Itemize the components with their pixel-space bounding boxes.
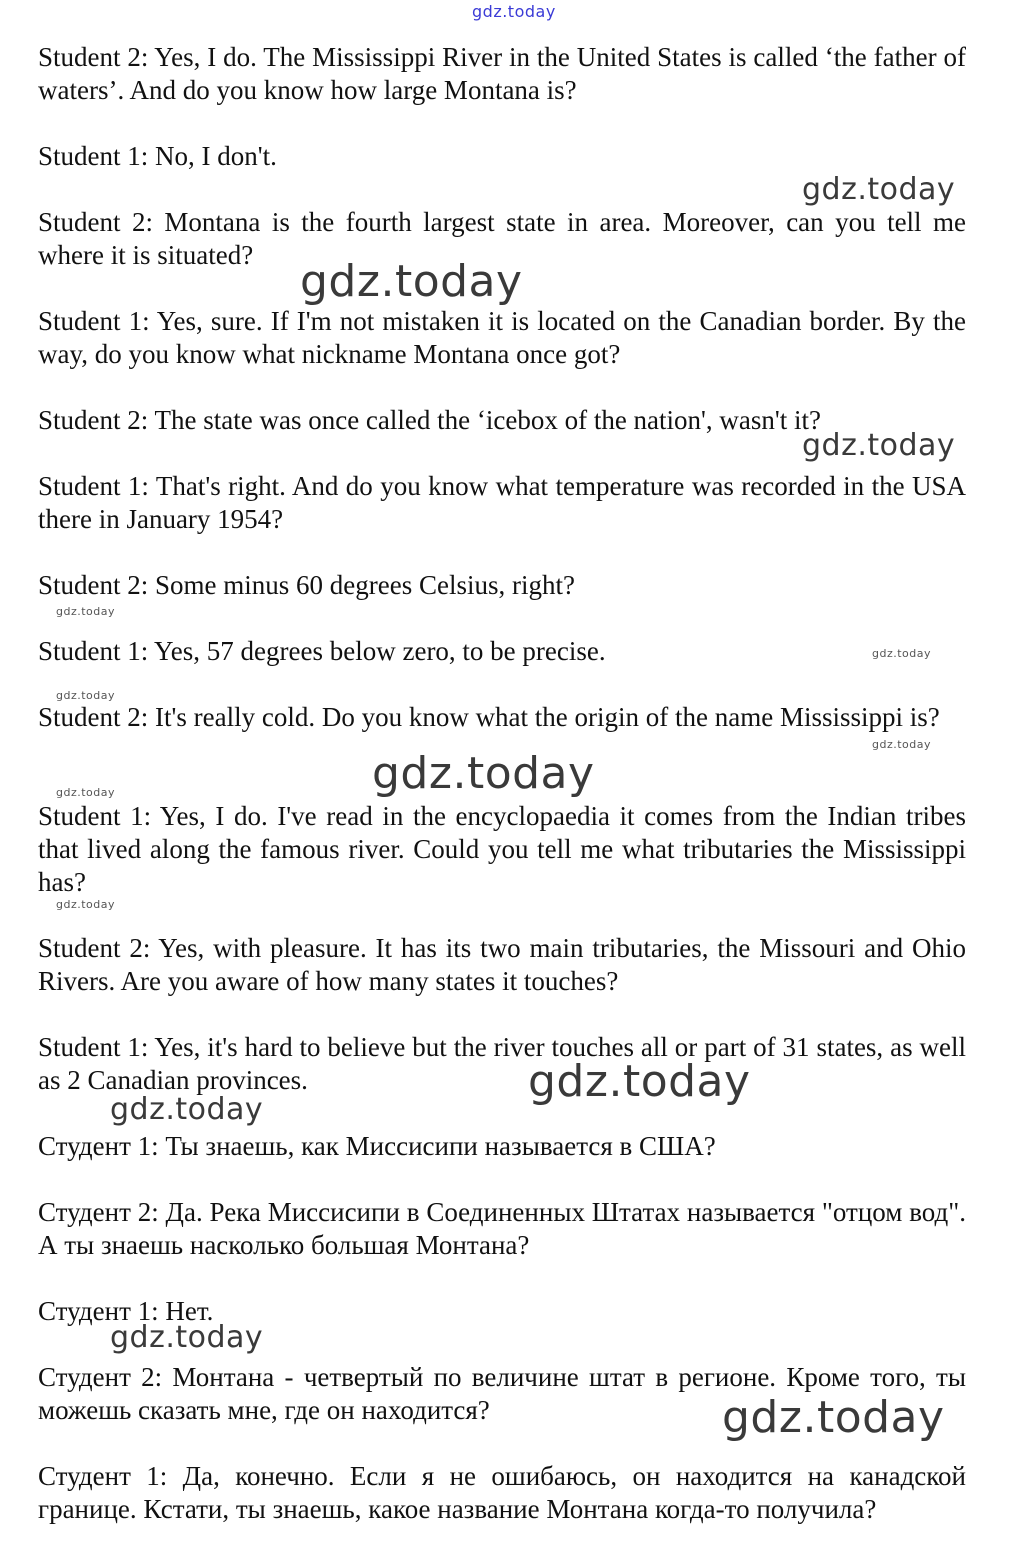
watermark: gdz.today	[872, 647, 932, 660]
paragraph-12: Student 1: Yes, it's hard to believe but the river touches all or part of 31 states, as well as 2 Canadian provinces.	[38, 1032, 966, 1095]
paragraph-10: Student 1: Yes, I do. I've read in the encyclopaedia it comes from the Indian tribes that lived along the famous river. Could you tell me what tributaries the Mississippi has?	[38, 801, 966, 897]
paragraph-14: Студент 2: Да. Река Миссисипи в Соединенных Штатах называется "отцом вод". А ты знаешь насколько большая Монтана?	[38, 1197, 966, 1260]
paragraph-2: Student 1: No, I don't.	[38, 141, 277, 171]
paragraph-5: Student 2: The state was once called the ‘icebox of the nation', wasn't it?	[38, 405, 821, 435]
paragraph-17: Студент 1: Да, конечно. Если я не ошибаюсь, он находится на канадской границе. Кстати, ты знаешь, какое название Монтана когда-то получила?	[38, 1461, 966, 1524]
watermark: gdz.today	[372, 748, 595, 799]
watermark: gdz.today	[802, 172, 956, 207]
paragraph-13: Студент 1: Ты знаешь, как Миссисипи называется в США?	[38, 1131, 716, 1161]
paragraph-7: Student 2: Some minus 60 degrees Celsius, right?	[38, 570, 575, 600]
paragraph-8: Student 1: Yes, 57 degrees below zero, to be precise.	[38, 636, 606, 666]
paragraph-4: Student 1: Yes, sure. If I'm not mistaken it is located on the Canadian border. By the way, do you know what nickname Montana once got?	[38, 306, 966, 369]
watermark: gdz.today	[472, 2, 556, 21]
watermark: gdz.today	[528, 1056, 751, 1107]
watermark: gdz.today	[110, 1092, 264, 1127]
watermark: gdz.today	[56, 689, 116, 702]
watermark: gdz.today	[56, 898, 116, 911]
watermark: gdz.today	[300, 256, 523, 307]
watermark: gdz.today	[56, 605, 116, 618]
paragraph-15: Студент 1: Нет.	[38, 1296, 214, 1326]
paragraph-9: Student 2: It's really cold. Do you know what the origin of the name Mississippi is?	[38, 702, 940, 732]
watermark: gdz.today	[110, 1320, 264, 1355]
paragraph-6: Student 1: That's right. And do you know what temperature was recorded in the USA there in January 1954?	[38, 471, 966, 534]
watermark: gdz.today	[872, 738, 932, 751]
paragraph-11: Student 2: Yes, with pleasure. It has its two main tributaries, the Missouri and Ohio Rivers. Are you aware of how many states it touches?	[38, 933, 966, 996]
paragraph-1: Student 2: Yes, I do. The Mississippi River in the United States is called ‘the father of waters’. And do you know how large Montana is?	[38, 42, 966, 105]
watermark: gdz.today	[56, 786, 116, 799]
watermark: gdz.today	[722, 1392, 945, 1443]
paragraph-16: Студент 2: Монтана - четвертый по величине штат в регионе. Кроме того, ты можешь сказать мне, где он находится?	[38, 1362, 966, 1425]
watermark: gdz.today	[802, 428, 956, 463]
paragraph-3: Student 2: Montana is the fourth largest state in area. Moreover, can you tell me where it is situated?	[38, 207, 966, 270]
